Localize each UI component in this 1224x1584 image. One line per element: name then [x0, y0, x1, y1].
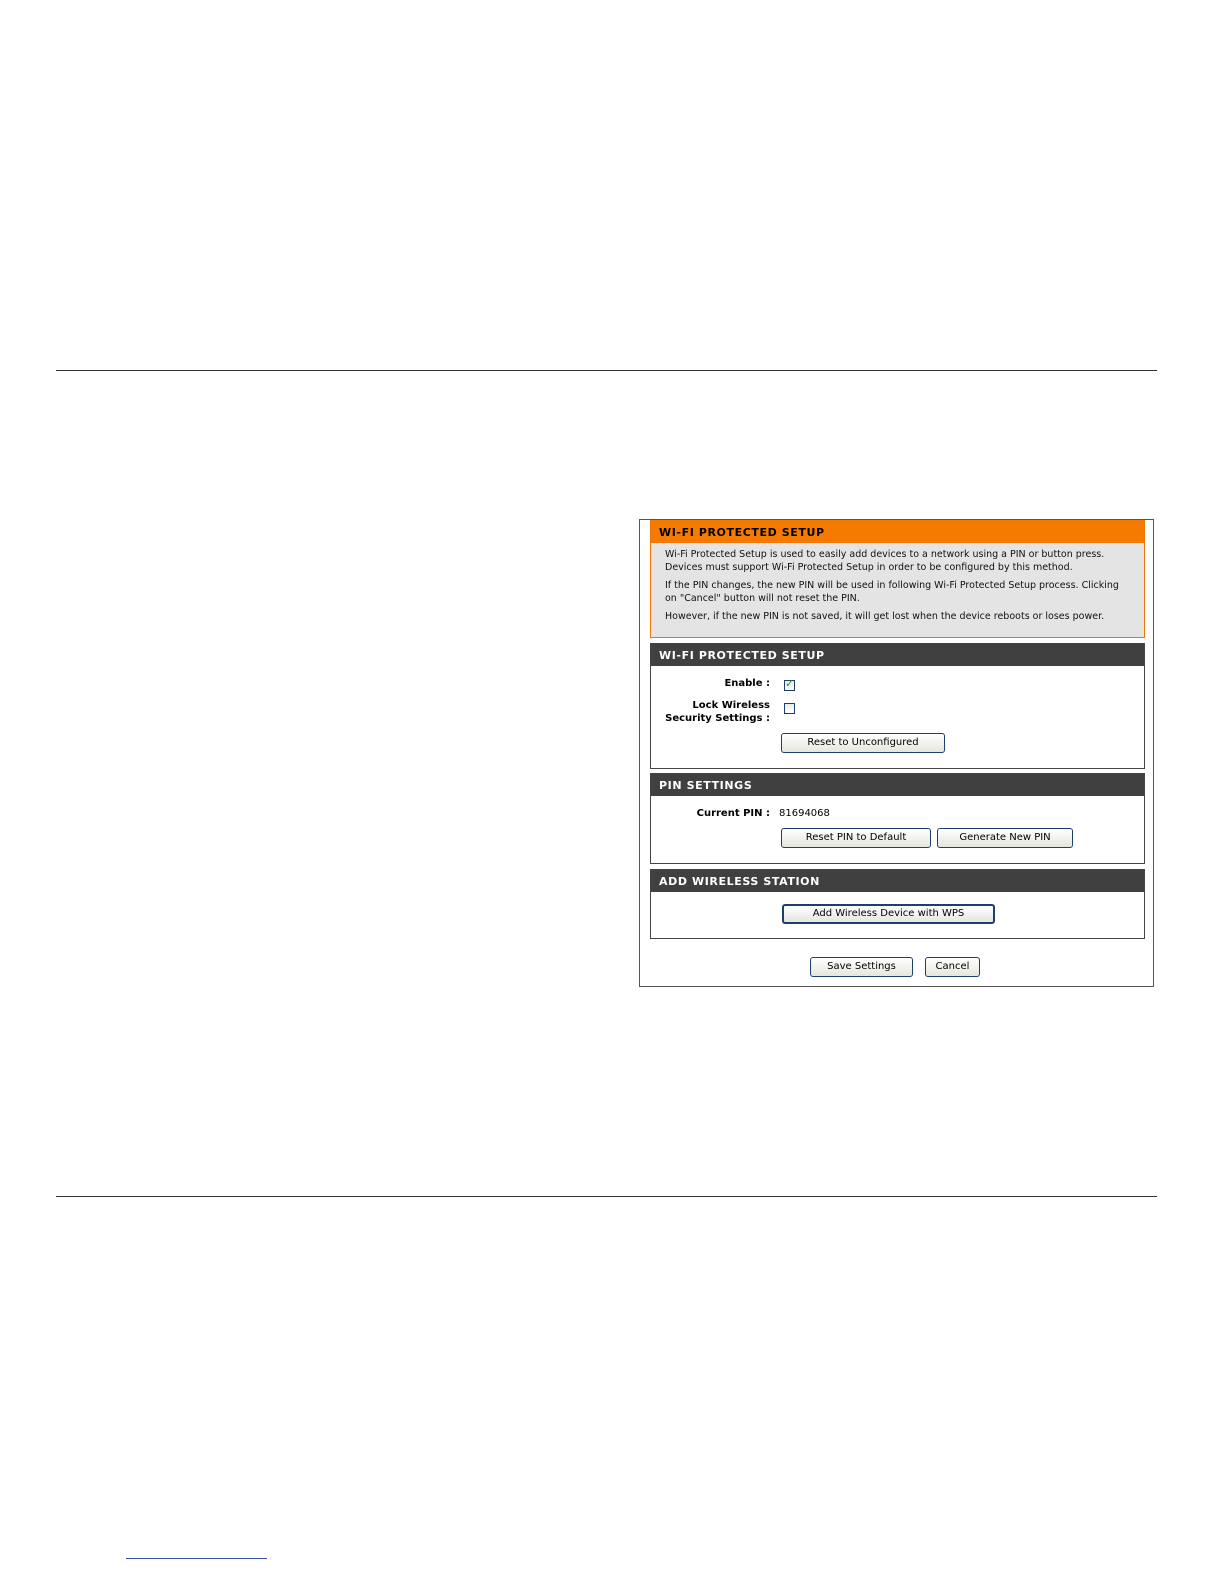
reset-to-unconfigured-button[interactable]: Reset to Unconfigured — [781, 733, 945, 753]
generate-new-pin-button[interactable]: Generate New PIN — [937, 828, 1073, 848]
pin-settings-section — [650, 773, 1145, 864]
wps-settings-panel — [639, 519, 1154, 987]
top-divider — [56, 370, 1157, 371]
lock-wireless-label-line2: Security Settings : — [665, 712, 770, 724]
intro-paragraph-3: However, if the new PIN is not saved, it will get lost when the device reboots or loses power. — [665, 611, 1105, 622]
add-wireless-device-button[interactable]: Add Wireless Device with WPS — [782, 904, 995, 924]
wps-section — [650, 643, 1145, 769]
pin-settings-title: PIN SETTINGS — [651, 774, 1144, 796]
wps-section-title: WI-FI PROTECTED SETUP — [651, 644, 1144, 666]
save-settings-button[interactable]: Save Settings — [810, 957, 913, 977]
intro-section-title: WI-FI PROTECTED SETUP — [651, 521, 1144, 543]
bottom-divider — [56, 1196, 1157, 1197]
intro-description — [651, 543, 1144, 624]
intro-paragraph-2: If the PIN changes, the new PIN will be used in following Wi-Fi Protected Setup process. Clicking on "Cancel" button will not reset the PIN. — [665, 580, 1119, 604]
enable-checkbox[interactable] — [784, 677, 795, 691]
current-pin-label: Current PIN : — [696, 808, 770, 819]
intro-section — [650, 520, 1145, 638]
enable-label: Enable : — [724, 678, 770, 689]
current-pin-value: 81694068 — [779, 808, 830, 819]
checkmark-icon: ✓ — [785, 677, 795, 690]
add-wireless-station-section — [650, 869, 1145, 939]
add-wireless-station-title: ADD WIRELESS STATION — [651, 870, 1144, 892]
cancel-button[interactable]: Cancel — [925, 957, 980, 977]
footer-link-underline — [126, 1558, 267, 1559]
intro-paragraph-1: Wi-Fi Protected Setup is used to easily add devices to a network using a PIN or button press. Devices must support Wi-Fi Protected Setup in order to be configured by this method. — [665, 549, 1105, 573]
lock-wireless-label-line1: Lock Wireless — [692, 700, 770, 711]
lock-wireless-checkbox[interactable] — [784, 703, 795, 714]
lock-wireless-label — [659, 700, 770, 725]
reset-pin-to-default-button[interactable]: Reset PIN to Default — [781, 828, 931, 848]
